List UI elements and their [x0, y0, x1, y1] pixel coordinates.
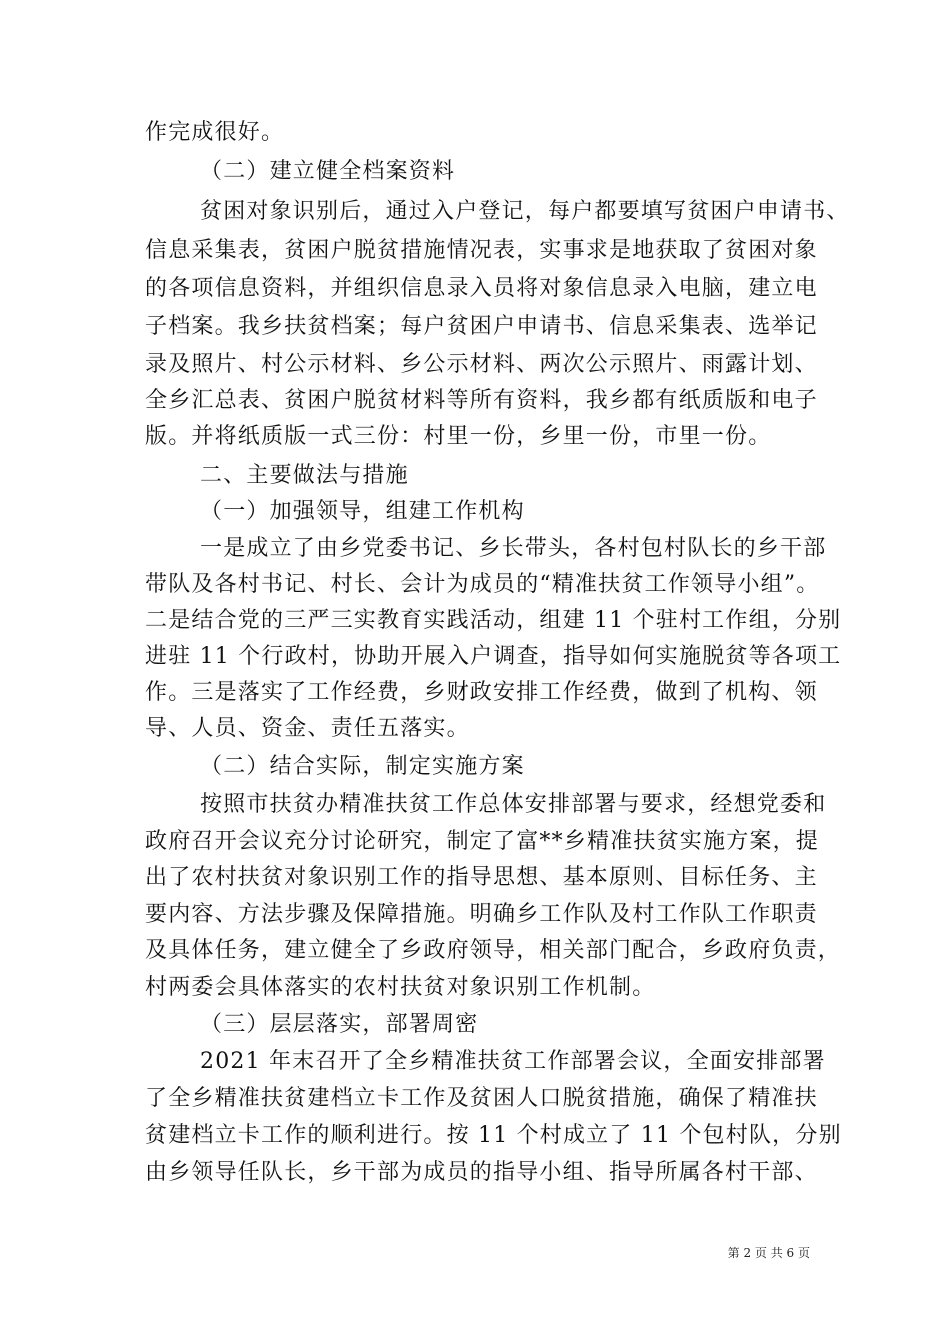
- body-line: 导、人员、资金、责任五落实。: [145, 716, 470, 741]
- body-line: 村两委会具体落实的农村扶贫对象识别工作机制。: [145, 975, 656, 1000]
- body-line: 作完成很好。: [145, 120, 285, 145]
- body-line: 贫困对象识别后，通过入户登记，每户都要填写贫困户申请书、: [200, 199, 850, 224]
- body-line: 进驻 11 个行政村，协助开展入户调查，指导如何实施脱贫等各项工: [145, 644, 842, 669]
- section-heading: 二、主要做法与措施: [200, 463, 409, 488]
- body-line: 版。并将纸质版一式三份：村里一份，乡里一份，市里一份。: [145, 424, 772, 449]
- body-line: 出了农村扶贫对象识别工作的指导思想、基本原则、目标任务、主: [145, 865, 818, 890]
- body-line: 一是成立了由乡党委书记、乡长带头，各村包村队长的乡干部: [200, 536, 827, 561]
- body-line: 作。三是落实了工作经费，乡财政安排工作经费，做到了机构、领: [145, 680, 818, 705]
- body-line: 2021 年末召开了全乡精准扶贫工作部署会议，全面安排部署: [200, 1049, 826, 1074]
- body-line: 的各项信息资料，并组织信息录入员将对象信息录入电脑，建立电: [145, 276, 818, 301]
- body-line: 全乡汇总表、贫困户脱贫材料等所有资料，我乡都有纸质版和电子: [145, 388, 818, 413]
- page-number: 第 2 页 共 6 页: [727, 1246, 810, 1260]
- body-line: 录及照片、村公示材料、乡公示材料、两次公示照片、雨露计划、: [145, 352, 818, 377]
- body-line: 子档案。我乡扶贫档案；每户贫困户申请书、信息采集表、选举记: [145, 314, 818, 339]
- section-heading: （一）加强领导，组建工作机构: [200, 499, 525, 524]
- section-heading: （二）结合实际，制定实施方案: [200, 754, 525, 779]
- body-line: 按照市扶贫办精准扶贫工作总体安排部署与要求，经想党委和: [200, 792, 827, 817]
- body-line: 信息采集表，贫困户脱贫措施情况表，实事求是地获取了贫困对象: [145, 238, 818, 263]
- body-line: 政府召开会议充分讨论研究，制定了富**乡精准扶贫实施方案，提: [145, 829, 820, 854]
- body-line: 由乡领导任队长，乡干部为成员的指导小组、指导所属各村干部、: [145, 1160, 818, 1185]
- section-heading: （二）建立健全档案资料: [200, 159, 456, 184]
- section-heading: （三）层层落实，部署周密: [200, 1012, 479, 1037]
- body-line: 贫建档立卡工作的顺利进行。按 11 个村成立了 11 个包村队，分别: [145, 1123, 842, 1148]
- body-line: 要内容、方法步骤及保障措施。明确乡工作队及村工作队工作职责: [145, 902, 818, 927]
- body-line: 带队及各村书记、村长、会计为成员的“精准扶贫工作领导小组”。: [145, 572, 820, 597]
- body-line: 及具体任务，建立健全了乡政府领导，相关部门配合，乡政府负责，: [145, 938, 842, 963]
- body-line: 了全乡精准扶贫建档立卡工作及贫困人口脱贫措施，确保了精准扶: [145, 1086, 818, 1111]
- body-line: 二是结合党的三严三实教育实践活动，组建 11 个驻村工作组，分别: [145, 608, 842, 633]
